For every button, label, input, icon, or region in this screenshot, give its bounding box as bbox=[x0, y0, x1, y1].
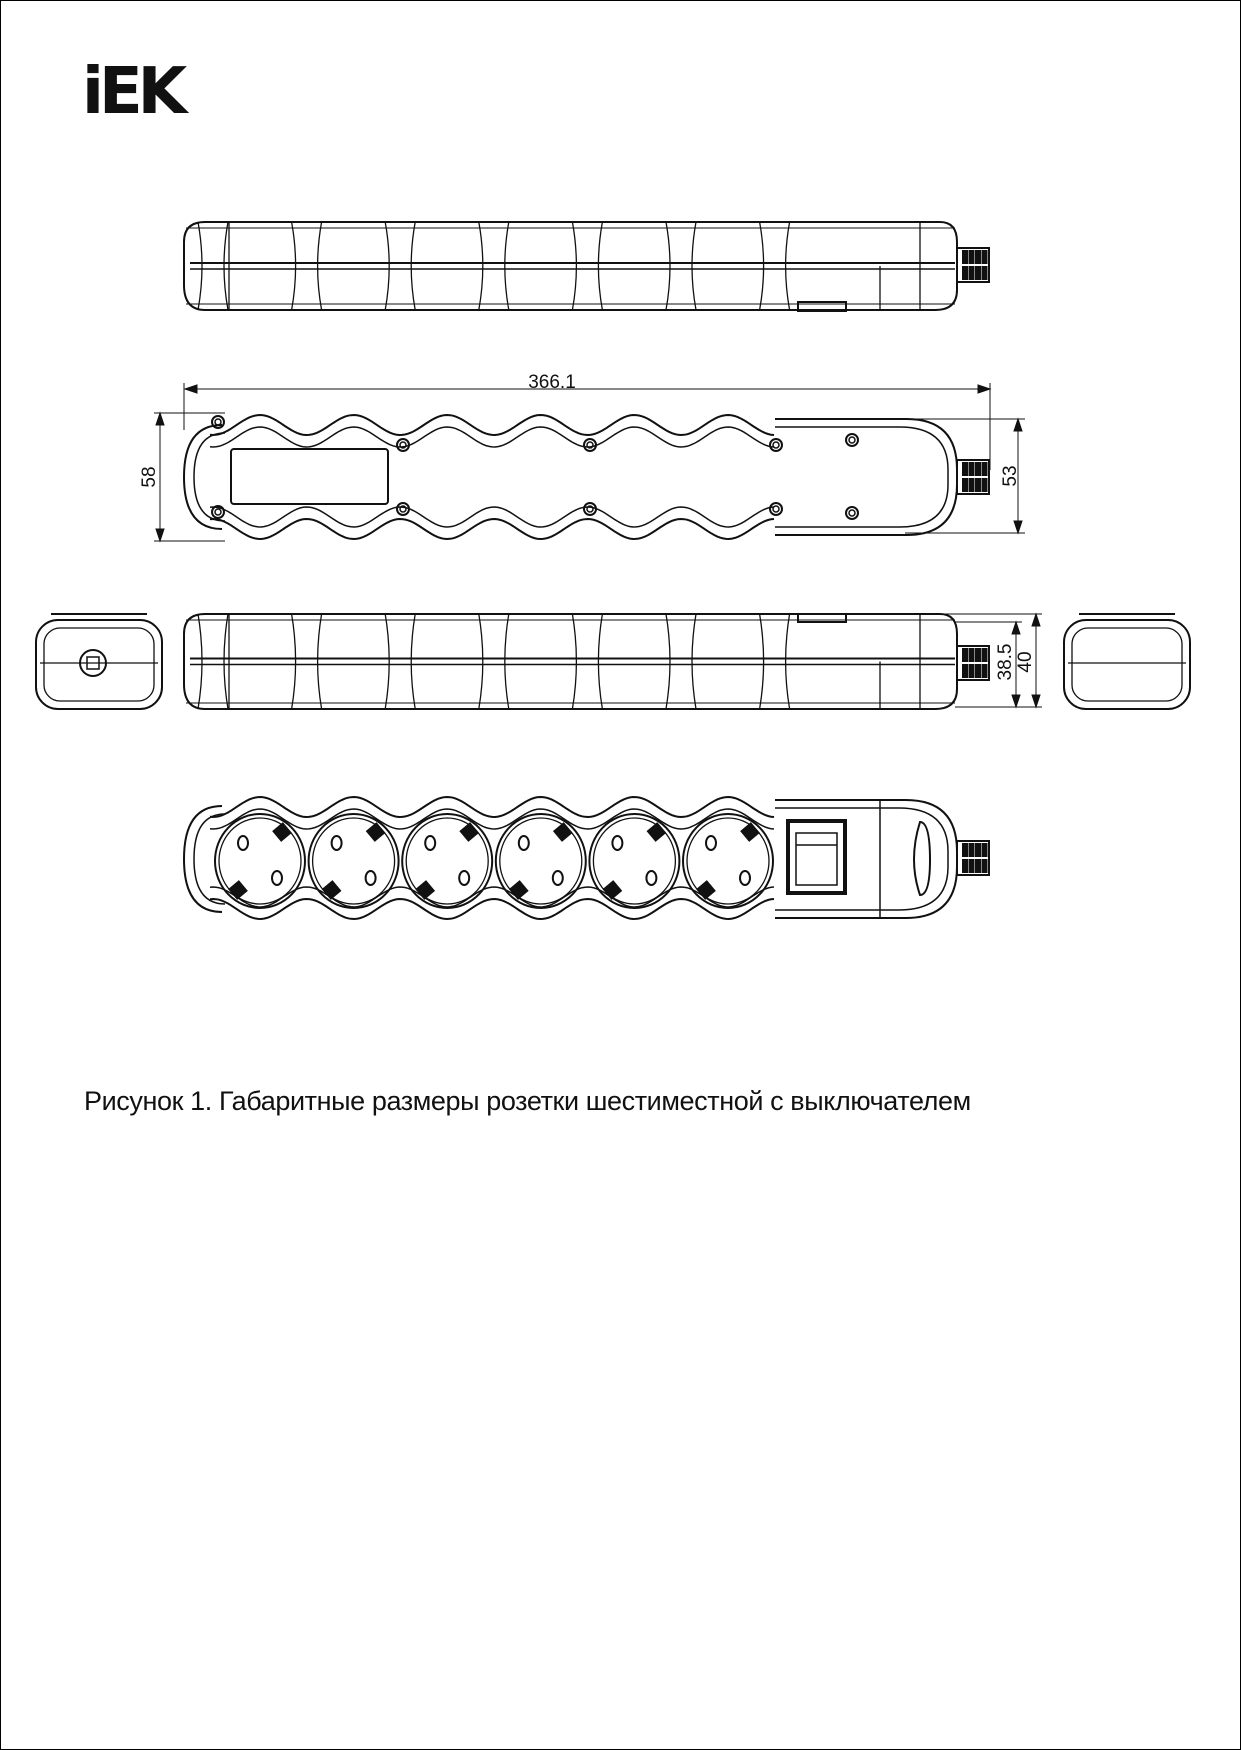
socket bbox=[215, 814, 305, 908]
dim-arrow bbox=[1014, 521, 1022, 533]
dim-arrow bbox=[978, 385, 990, 393]
socket-pin-hole bbox=[553, 871, 563, 885]
cord-rib bbox=[976, 844, 980, 856]
cord-rib bbox=[963, 267, 967, 279]
dim-arrow bbox=[185, 385, 197, 393]
screw-hole bbox=[846, 507, 858, 519]
cord-rib bbox=[970, 844, 974, 856]
plan-right-end bbox=[775, 419, 957, 535]
top-segment-line bbox=[666, 222, 670, 310]
socket bbox=[402, 814, 492, 908]
dim-arrow bbox=[156, 529, 164, 541]
socket bbox=[309, 814, 399, 908]
dim-arrow bbox=[1014, 419, 1022, 431]
indicator-slot bbox=[914, 822, 930, 895]
screw-hole bbox=[770, 439, 782, 451]
top-segment-line bbox=[479, 222, 483, 310]
screw-hole bbox=[397, 439, 409, 451]
dim-arrow bbox=[1032, 695, 1040, 707]
socket-pin-hole bbox=[706, 836, 716, 850]
logo-text: iEK bbox=[82, 55, 183, 129]
plan-top-wave-inner bbox=[210, 427, 774, 447]
cord-rib bbox=[963, 649, 967, 661]
switch-profile bbox=[798, 614, 846, 622]
front-left-end bbox=[184, 806, 222, 912]
right-end-view bbox=[1064, 614, 1190, 709]
label-plate bbox=[231, 449, 388, 504]
plan-top-wave bbox=[210, 415, 774, 435]
cord-rib bbox=[983, 649, 987, 661]
cord-rib bbox=[983, 844, 987, 856]
top-outline bbox=[184, 222, 957, 310]
top-segment-line bbox=[411, 222, 415, 310]
front-view-sockets bbox=[184, 797, 989, 919]
plan-bottom-wave-inner bbox=[210, 507, 774, 527]
socket bbox=[589, 814, 679, 908]
plan-cord bbox=[957, 460, 989, 494]
side-segment-line bbox=[318, 614, 322, 709]
cord-rib bbox=[963, 665, 967, 677]
cord-rib bbox=[970, 649, 974, 661]
socket-rim bbox=[589, 814, 679, 908]
side-segment-line bbox=[198, 614, 202, 709]
front-top-wave-inner bbox=[210, 809, 774, 829]
socket-pin-hole bbox=[272, 871, 282, 885]
cord-rib bbox=[983, 251, 987, 263]
top-segment-line bbox=[318, 222, 322, 310]
cord-rib bbox=[963, 844, 967, 856]
socket bbox=[683, 814, 773, 908]
left-end-view bbox=[36, 614, 162, 709]
top-segment-line bbox=[505, 222, 509, 310]
cord-rib bbox=[976, 251, 980, 263]
plan-left-end bbox=[184, 425, 222, 529]
top-segment-line bbox=[198, 222, 202, 310]
dim-width-total-label: 58 bbox=[139, 466, 160, 488]
side-segment-line bbox=[505, 614, 509, 709]
switch-rocker bbox=[796, 833, 837, 885]
top-segment-line bbox=[598, 222, 602, 310]
earth-contact bbox=[554, 824, 571, 841]
top-segment-line bbox=[692, 222, 696, 310]
socket-rim bbox=[309, 814, 399, 908]
dim-arrow bbox=[1012, 695, 1020, 707]
cord-rib bbox=[970, 267, 974, 279]
side-segment-line bbox=[385, 614, 389, 709]
side-segment-line bbox=[479, 614, 483, 709]
screw-hole-inner bbox=[849, 510, 855, 516]
side-segment-line bbox=[692, 614, 696, 709]
side-outline bbox=[184, 614, 957, 709]
side-segment-line bbox=[666, 614, 670, 709]
socket-pin-hole bbox=[740, 871, 750, 885]
dim-arrow bbox=[1032, 614, 1040, 626]
side-segment-line bbox=[292, 614, 296, 709]
socket-pin-hole bbox=[332, 836, 342, 850]
top-segment-line bbox=[224, 222, 228, 310]
screw-hole-inner bbox=[773, 442, 779, 448]
socket-pin-hole bbox=[459, 871, 469, 885]
top-segment-line bbox=[572, 222, 576, 310]
earth-contact bbox=[510, 882, 527, 899]
cord-rib bbox=[983, 860, 987, 872]
screw-hole-inner bbox=[215, 509, 221, 515]
cord-rib bbox=[983, 479, 987, 491]
screw-hole-inner bbox=[773, 506, 779, 512]
socket-rim bbox=[496, 814, 586, 908]
socket-rim bbox=[402, 814, 492, 908]
cord-rib bbox=[963, 251, 967, 263]
cord-rib bbox=[976, 649, 980, 661]
earth-contact bbox=[323, 882, 340, 899]
figure-caption: Рисунок 1. Габаритные размеры розетки шестиместной с выключателем bbox=[84, 1086, 971, 1116]
earth-contact bbox=[604, 882, 621, 899]
screw-hole-inner bbox=[849, 437, 855, 443]
side-segment-line bbox=[786, 614, 790, 709]
side-segment-line bbox=[224, 614, 228, 709]
back-view bbox=[184, 415, 989, 539]
socket bbox=[496, 814, 586, 908]
front-bottom-wave bbox=[210, 899, 774, 919]
side-cord bbox=[957, 646, 989, 680]
cord-rib bbox=[963, 860, 967, 872]
front-cord bbox=[957, 841, 989, 875]
top-view bbox=[184, 222, 989, 311]
screw-hole bbox=[212, 416, 224, 428]
cord-rib bbox=[976, 463, 980, 475]
plan-bottom-wave bbox=[210, 519, 774, 539]
earth-contact bbox=[461, 824, 478, 841]
dim-arrow bbox=[156, 413, 164, 425]
earth-contact bbox=[742, 824, 759, 841]
cord-rib bbox=[983, 463, 987, 475]
screw-hole bbox=[846, 434, 858, 446]
earth-contact bbox=[274, 824, 291, 841]
screw-hole-inner bbox=[215, 419, 221, 425]
front-top-wave bbox=[210, 797, 774, 817]
side-segment-line bbox=[411, 614, 415, 709]
top-segment-line bbox=[786, 222, 790, 310]
socket-pin-hole bbox=[238, 836, 248, 850]
dim-height-body-label: 38.5 bbox=[995, 643, 1016, 681]
cord-rib bbox=[970, 251, 974, 263]
earth-contact bbox=[367, 824, 384, 841]
top-segment-line bbox=[385, 222, 389, 310]
cord-rib bbox=[983, 665, 987, 677]
screw-hole bbox=[397, 503, 409, 515]
cord-rib bbox=[983, 267, 987, 279]
cord-rib bbox=[963, 479, 967, 491]
dim-length-label: 366.1 bbox=[528, 372, 576, 393]
screw-hole bbox=[584, 503, 596, 515]
earth-contact bbox=[698, 882, 715, 899]
side-segment-line bbox=[572, 614, 576, 709]
side-segment-line bbox=[760, 614, 764, 709]
cord-rib bbox=[970, 463, 974, 475]
socket-rim bbox=[215, 814, 305, 908]
earth-contact bbox=[230, 882, 247, 899]
cord-rib bbox=[976, 479, 980, 491]
end-inner bbox=[1072, 628, 1182, 701]
cord-rib bbox=[970, 860, 974, 872]
top-segment-line bbox=[760, 222, 764, 310]
socket-rim bbox=[683, 814, 773, 908]
side-segment-line bbox=[598, 614, 602, 709]
dim-height-total-label: 40 bbox=[1015, 651, 1036, 673]
cord-rib bbox=[963, 463, 967, 475]
top-segment-line bbox=[292, 222, 296, 310]
earth-contact bbox=[417, 882, 434, 899]
cord-rib bbox=[976, 665, 980, 677]
cord-rib bbox=[970, 665, 974, 677]
cord-rib bbox=[976, 860, 980, 872]
end-outline bbox=[1064, 620, 1190, 709]
plan-right-inner bbox=[775, 427, 948, 527]
dimension-lines bbox=[139, 372, 1042, 707]
socket-pin-hole bbox=[519, 836, 529, 850]
top-cord bbox=[957, 248, 989, 282]
dim-arrow bbox=[1012, 622, 1020, 634]
iek-logo bbox=[82, 55, 190, 129]
socket-pin-hole bbox=[646, 871, 656, 885]
earth-contact bbox=[648, 824, 665, 841]
socket-pin-hole bbox=[366, 871, 376, 885]
screw-hole bbox=[770, 503, 782, 515]
socket-pin-hole bbox=[612, 836, 622, 850]
cord-rib bbox=[970, 479, 974, 491]
screw-hole bbox=[584, 439, 596, 451]
socket-pin-hole bbox=[425, 836, 435, 850]
dim-width-body-label: 53 bbox=[1000, 465, 1021, 487]
cord-rib bbox=[976, 267, 980, 279]
